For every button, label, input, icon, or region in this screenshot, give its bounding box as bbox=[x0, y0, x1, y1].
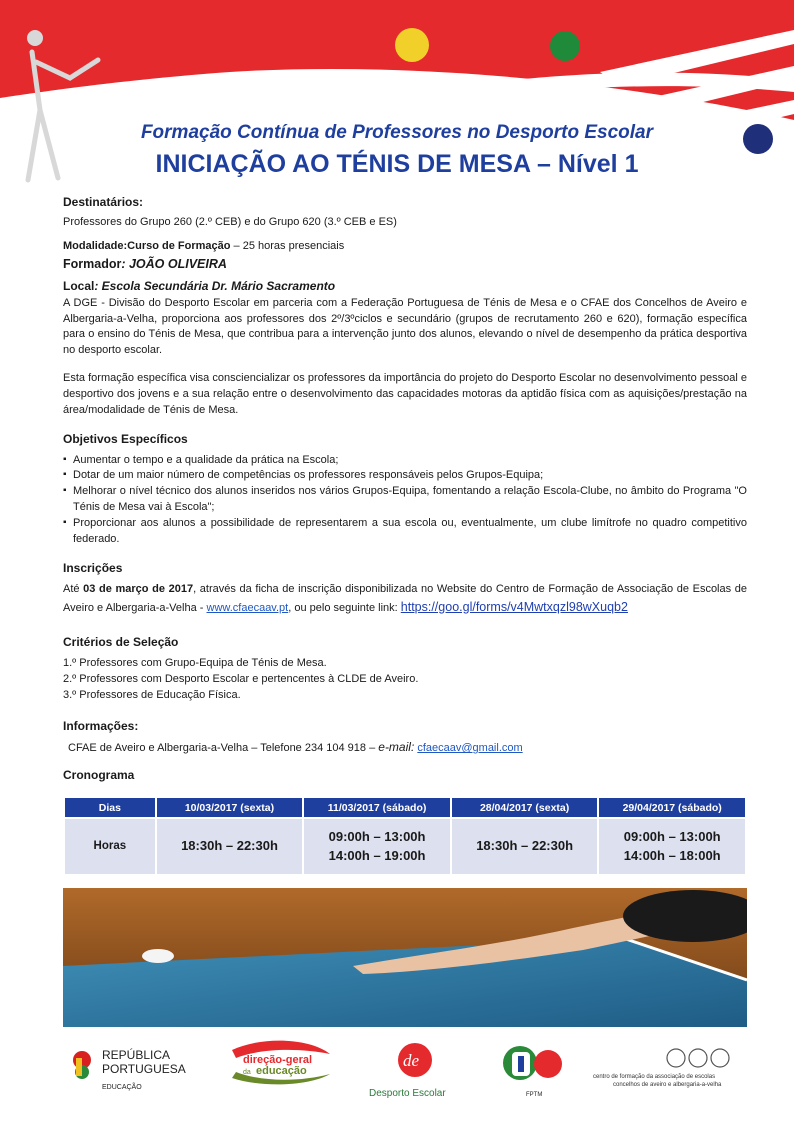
time-range: 18:30h – 22:30h bbox=[476, 838, 574, 854]
table-cell bbox=[451, 818, 599, 875]
content bbox=[63, 194, 747, 784]
table-cell bbox=[156, 818, 304, 875]
table-header-cell: 10/03/2017 (sexta) bbox=[156, 797, 304, 818]
criterios-heading: Critérios de Seleção bbox=[63, 635, 179, 650]
republica-line3: EDUCAÇÃO bbox=[102, 1084, 142, 1091]
table-header-cell: Dias bbox=[64, 797, 156, 818]
yellow-dot bbox=[395, 28, 429, 62]
objetivos-list bbox=[63, 453, 747, 549]
modalidade-rest: – 25 horas presenciais bbox=[230, 240, 345, 253]
row-label: Horas bbox=[64, 818, 156, 875]
inscricoes-mid: , através da ficha de inscrição disponibilizada no Website do Centro de Formação de Associação de Escolas de Aveiro e Albergaria-a-Velha - bbox=[63, 582, 747, 614]
email-link[interactable]: cfaecaav@gmail.com bbox=[417, 742, 523, 755]
time-range: 09:00h – 13:00h bbox=[328, 829, 426, 845]
destinatarios-heading: Destinatários: bbox=[63, 195, 144, 209]
de-mark: de bbox=[403, 1051, 420, 1070]
page-title: INICIAÇÃO AO TÉNIS DE MESA – Nível 1 bbox=[155, 150, 639, 178]
table-header-cell: 11/03/2017 (sábado) bbox=[303, 797, 451, 818]
dge-line1: direção-geral bbox=[243, 1054, 313, 1066]
time-range: 14:00h – 18:00h bbox=[623, 847, 721, 863]
republica-line1: REPÚBLICA bbox=[102, 1048, 171, 1062]
schedule-table bbox=[63, 796, 747, 876]
republica-line2: PORTUGUESA bbox=[102, 1062, 186, 1076]
inscricoes-post: , ou pelo seguinte link: bbox=[288, 601, 401, 614]
informacoes-contact: CFAE de Aveiro e Albergaria-a-Velha – Telefone 234 104 918 – bbox=[68, 742, 379, 755]
table-cell bbox=[303, 818, 451, 875]
inscricoes-date: 03 de março de 2017 bbox=[83, 582, 194, 595]
table-header-cell: 28/04/2017 (sexta) bbox=[451, 797, 599, 818]
time-range: 09:00h – 13:00h bbox=[623, 829, 721, 845]
table-header-cell: 29/04/2017 (sábado) bbox=[598, 797, 746, 818]
modalidade-line bbox=[63, 239, 747, 255]
cronograma-heading: Cronograma bbox=[63, 767, 135, 782]
informacoes-text bbox=[63, 739, 747, 757]
dge-logo bbox=[232, 1041, 330, 1085]
time-range: 18:30h – 22:30h bbox=[181, 838, 278, 854]
logos-svg bbox=[0, 1036, 794, 1106]
table-header-row bbox=[64, 797, 746, 818]
time-range: 14:00h – 19:00h bbox=[328, 847, 426, 863]
table-row bbox=[64, 818, 746, 875]
list-item: 2.º Professores com Desporto Escolar e pertencentes à CLDE de Aveiro. bbox=[63, 672, 419, 685]
logos-bar bbox=[0, 1036, 794, 1106]
ball-icon bbox=[142, 949, 174, 963]
list-item: 1.º Professores com Grupo-Equipa de Ténis de Mesa. bbox=[63, 656, 327, 669]
dge-line2: da bbox=[243, 1069, 251, 1076]
fptm-logo bbox=[503, 1046, 562, 1098]
formador-line bbox=[63, 255, 747, 274]
cfae-line2: concelhos de aveiro e albergaria-a-velha bbox=[613, 1082, 722, 1088]
desporto-escolar-text: Desporto Escolar bbox=[369, 1088, 446, 1099]
desporto-escolar-logo bbox=[369, 1043, 446, 1099]
email-label: e-mail: bbox=[378, 740, 415, 755]
list-item: ▪ Aumentar o tempo e a qualidade da prática na Escola; bbox=[63, 453, 747, 469]
table-tennis-photo bbox=[63, 888, 747, 1028]
cfae-logo bbox=[593, 1049, 729, 1088]
local-line bbox=[63, 278, 747, 295]
dge-line3: educação bbox=[256, 1065, 307, 1077]
republica-portuguesa-logo bbox=[73, 1047, 186, 1091]
criterios-list bbox=[63, 656, 747, 704]
list-item: ▪ Melhorar o nível técnico dos alunos inseridos nos vários Grupos-Equipa, fomentando a relação Escola-Clube, no âmbito do Programa "O Ténis de Mesa vai à Escola"; bbox=[63, 484, 747, 516]
intro-paragraph-1: A DGE - Divisão do Desporto Escolar em parceria com a Federação Portuguesa de Ténis de Mesa e o CFAE dos Concelhos de Aveiro e Albergaria-a-Velha, proporciona aos professores dos 2º/3ºciclos e secundário (grupos de recrutamento 260 e 620), formação específica para o ensino do Ténis de Mesa, que contribua para a intervenção junto dos alunos, elevando o nível de desempenho da prática desportiva no desporto escolar. bbox=[63, 296, 747, 357]
informacoes-heading: Informações: bbox=[63, 718, 139, 733]
inscricoes-text bbox=[63, 582, 747, 617]
modalidade-value: Curso de Formação bbox=[127, 240, 231, 253]
list-item: ▪ Proporcionar aos alunos a possibilidade de representarem a sua escola ou, eventualmente, um clube limítrofe no quadro competitivo federado. bbox=[63, 516, 747, 548]
inscricoes-pre: Até bbox=[63, 582, 84, 595]
formador-label: Formador bbox=[63, 257, 122, 272]
green-dot bbox=[550, 31, 580, 61]
list-item: 3.º Professores de Educação Física. bbox=[63, 688, 241, 701]
local-name: : Escola Secundária Dr. Mário Sacramento bbox=[94, 279, 336, 294]
form-link[interactable]: https://goo.gl/forms/v4Mwtxqzl98wXuqb2 bbox=[400, 599, 628, 614]
table-cell bbox=[598, 818, 746, 875]
modalidade-label: Modalidade: bbox=[63, 240, 128, 253]
website-link[interactable]: www.cfaecaav.pt bbox=[206, 601, 289, 614]
inscricoes-heading: Inscrições bbox=[63, 561, 123, 576]
destinatarios-text: Professores do Grupo 260 (2.º CEB) e do Grupo 620 (3.º CEB e ES) bbox=[63, 216, 397, 229]
formador-name: : JOÃO OLIVEIRA bbox=[121, 257, 227, 272]
local-label: Local bbox=[63, 279, 95, 294]
fptm-text: FPTM bbox=[526, 1092, 543, 1098]
objetivos-heading: Objetivos Específicos bbox=[63, 432, 188, 447]
title-subtitle: Formação Contínua de Professores no Desporto Escolar bbox=[140, 122, 654, 143]
intro-paragraph-2: Esta formação específica visa consciencializar os professores da importância do projeto do Desporto Escolar no desenvolvimento pessoal e desportivo dos jovens e a sua relação entre o desenvolvimento das capacidades motoras da aptidão física com as aquisições/prestação na área/modalidade de Ténis de Mesa. bbox=[63, 372, 747, 417]
cfae-line1: centro de formação da associação de escolas bbox=[593, 1074, 716, 1080]
list-item: ▪ Dotar de um maior número de competências os professores responsáveis pelos Grupos-Equipa; bbox=[63, 468, 747, 484]
